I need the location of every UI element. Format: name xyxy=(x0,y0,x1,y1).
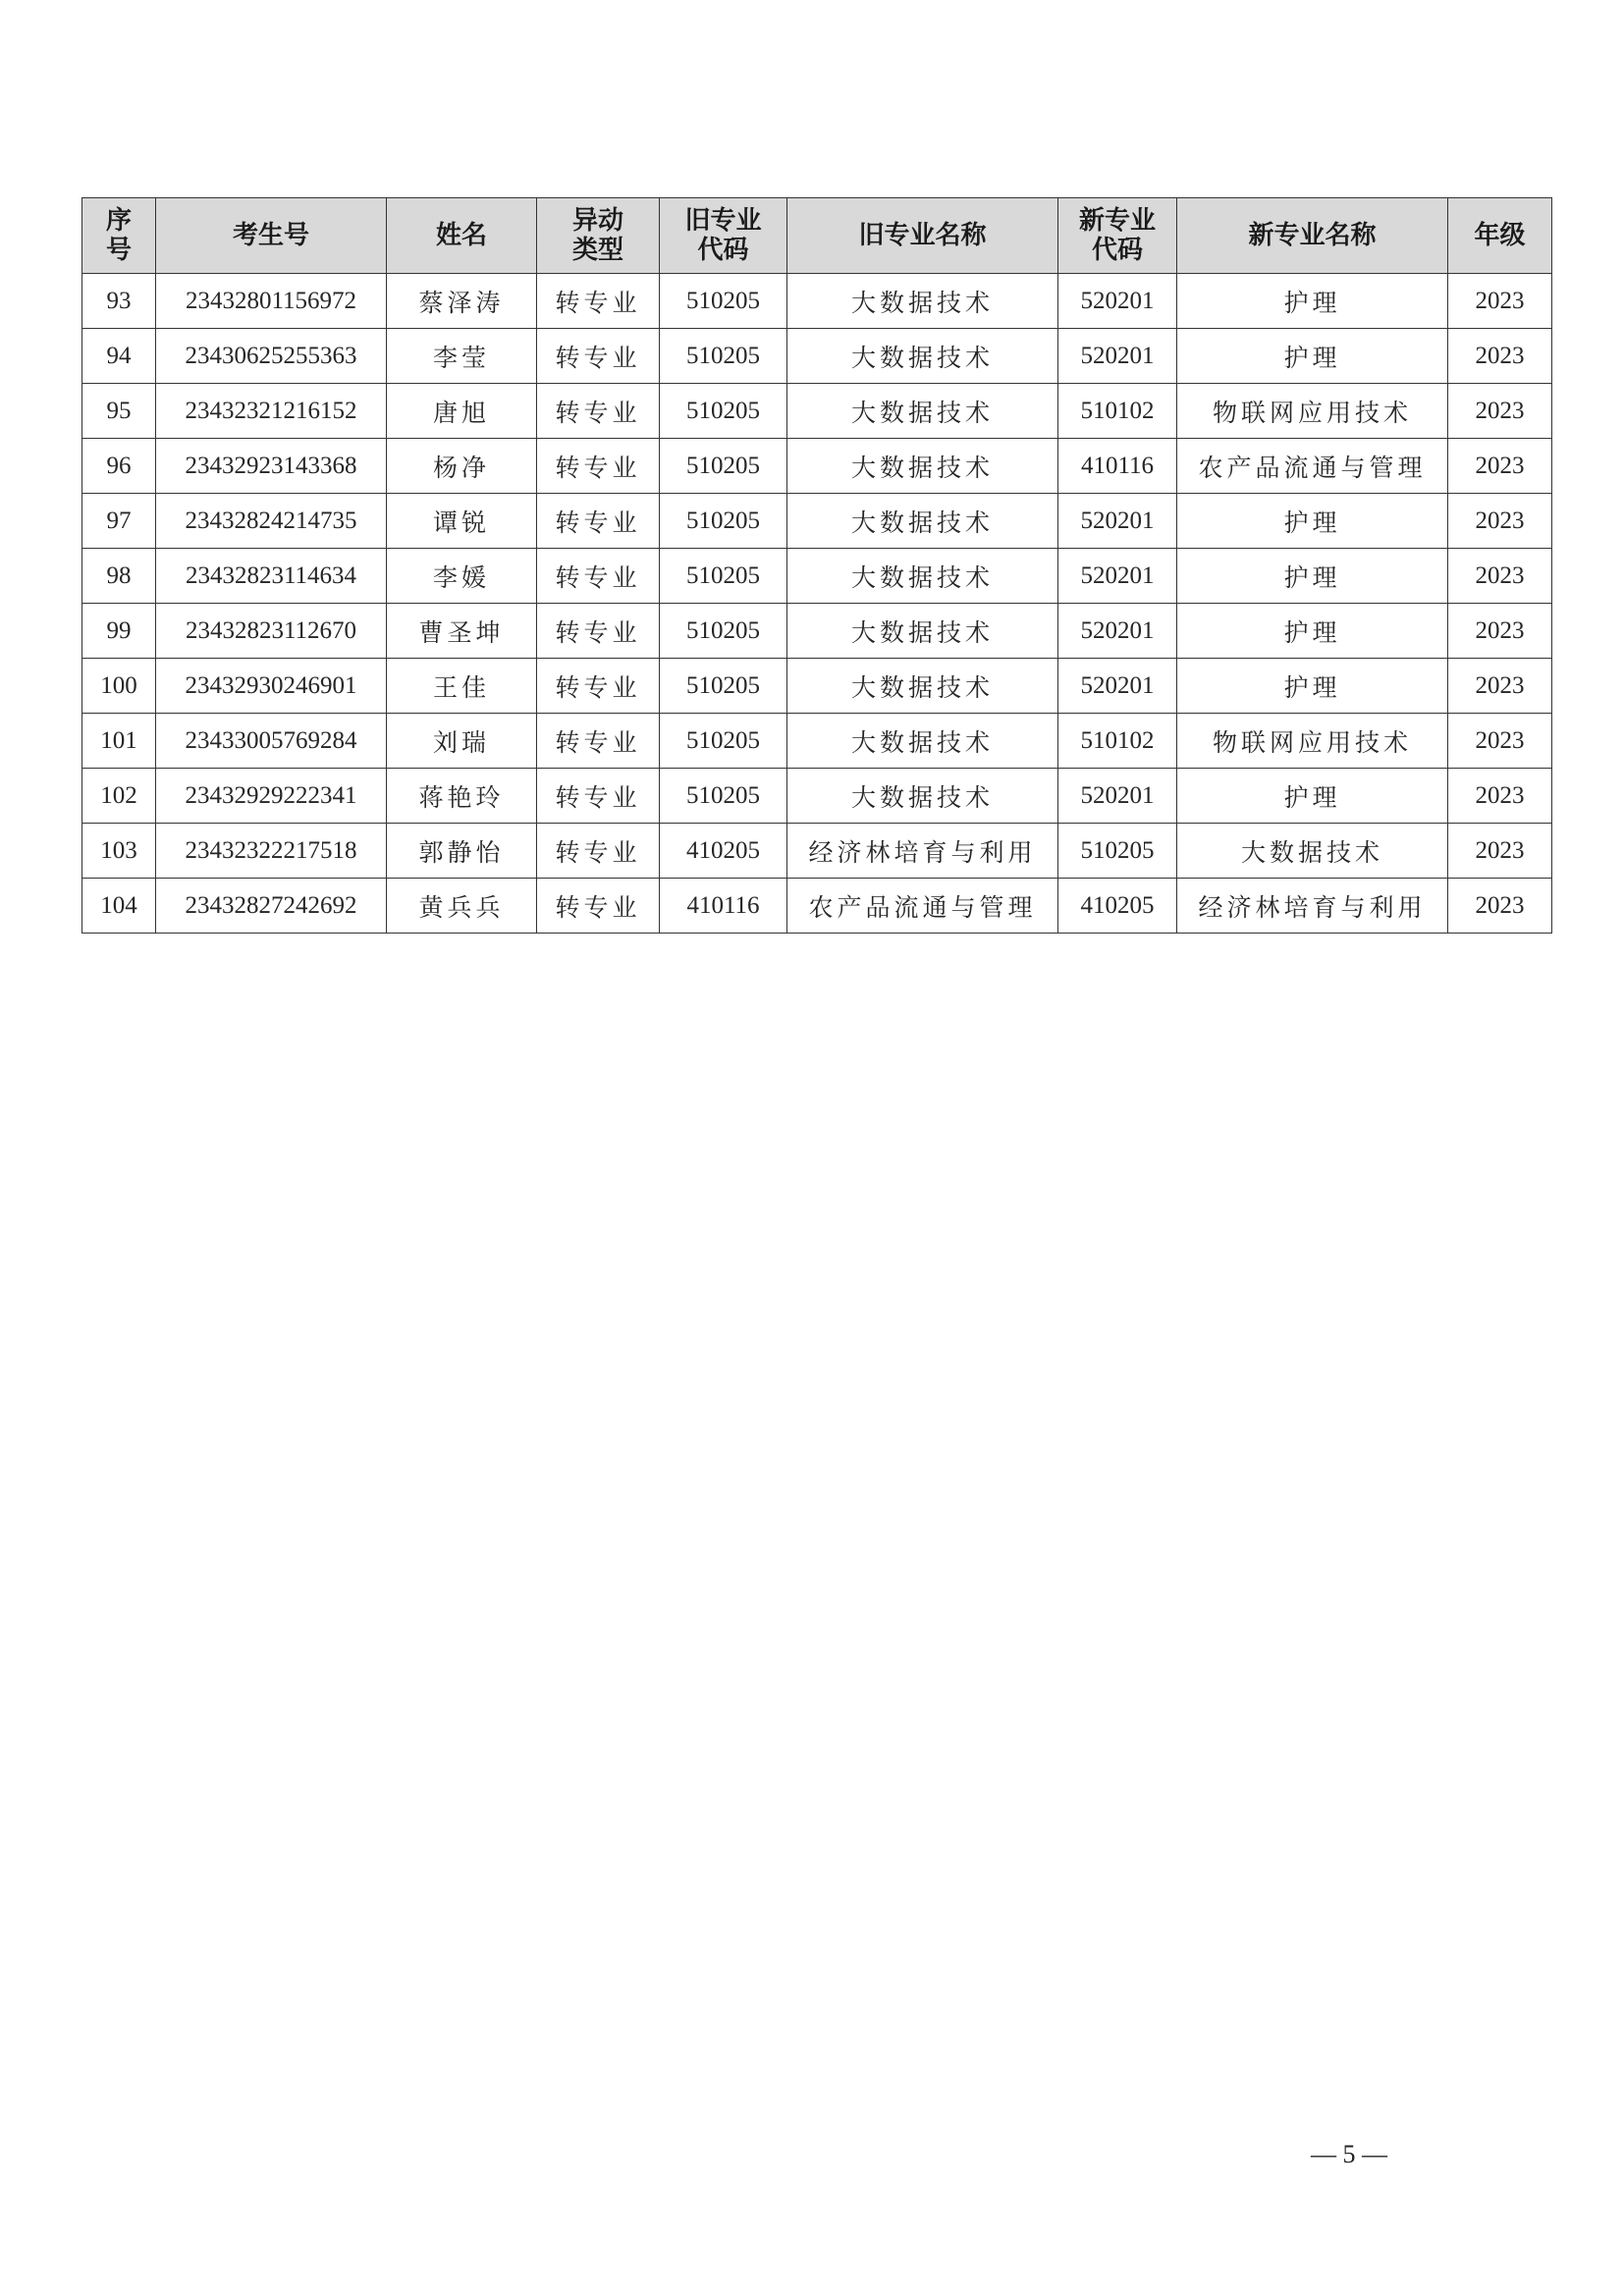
cell-student-name: 蔡泽涛 xyxy=(387,274,537,329)
header-change-type-line: 类型 xyxy=(571,236,623,265)
cell-exam-no: 23432823114634 xyxy=(156,549,387,604)
header-old-major-code-line: 代码 xyxy=(697,236,749,265)
cell-student-name: 李媛 xyxy=(387,549,537,604)
cell-change-type: 转专业 xyxy=(537,604,660,659)
table-row xyxy=(82,879,1552,934)
cell-change-type: 转专业 xyxy=(537,274,660,329)
cell-new-major-name: 护理 xyxy=(1177,274,1448,329)
header-change-type xyxy=(537,198,660,274)
table-row xyxy=(82,384,1552,439)
cell-exam-no: 23432827242692 xyxy=(156,879,387,934)
cell-exam-no: 23432322217518 xyxy=(156,824,387,879)
cell-exam-no: 23433005769284 xyxy=(156,714,387,769)
cell-old-major-name: 大数据技术 xyxy=(787,549,1058,604)
cell-old-major-code: 510205 xyxy=(660,714,787,769)
cell-old-major-code: 510205 xyxy=(660,384,787,439)
cell-new-major-code: 520201 xyxy=(1058,274,1177,329)
table-row xyxy=(82,659,1552,714)
cell-seq: 103 xyxy=(82,824,156,879)
cell-student-name: 郭静怡 xyxy=(387,824,537,879)
header-row xyxy=(82,198,1552,274)
cell-new-major-name: 大数据技术 xyxy=(1177,824,1448,879)
cell-seq: 94 xyxy=(82,329,156,384)
student-change-table xyxy=(81,197,1552,934)
cell-change-type: 转专业 xyxy=(537,549,660,604)
header-student-name-line: 姓名 xyxy=(435,221,487,250)
cell-student-name: 唐旭 xyxy=(387,384,537,439)
header-new-major-code-line: 新专业 xyxy=(1078,206,1156,236)
cell-old-major-code: 410205 xyxy=(660,824,787,879)
cell-student-name: 曹圣坤 xyxy=(387,604,537,659)
cell-old-major-name: 大数据技术 xyxy=(787,274,1058,329)
cell-new-major-code: 520201 xyxy=(1058,329,1177,384)
table-row xyxy=(82,329,1552,384)
cell-grade: 2023 xyxy=(1448,659,1552,714)
cell-exam-no: 23430625255363 xyxy=(156,329,387,384)
header-student-name xyxy=(387,198,537,274)
table-row xyxy=(82,769,1552,824)
table-row xyxy=(82,494,1552,549)
cell-old-major-code: 510205 xyxy=(660,604,787,659)
cell-seq: 98 xyxy=(82,549,156,604)
cell-old-major-code: 510205 xyxy=(660,329,787,384)
cell-change-type: 转专业 xyxy=(537,439,660,494)
header-seq xyxy=(82,198,156,274)
cell-new-major-code: 510102 xyxy=(1058,714,1177,769)
cell-student-name: 王佳 xyxy=(387,659,537,714)
cell-change-type: 转专业 xyxy=(537,384,660,439)
cell-old-major-code: 510205 xyxy=(660,659,787,714)
table-row xyxy=(82,714,1552,769)
cell-student-name: 杨净 xyxy=(387,439,537,494)
header-new-major-code-line: 代码 xyxy=(1091,236,1143,265)
header-grade-line: 年级 xyxy=(1474,221,1526,250)
cell-new-major-code: 410205 xyxy=(1058,879,1177,934)
cell-grade: 2023 xyxy=(1448,604,1552,659)
cell-grade: 2023 xyxy=(1448,714,1552,769)
cell-old-major-name: 农产品流通与管理 xyxy=(787,879,1058,934)
cell-student-name: 黄兵兵 xyxy=(387,879,537,934)
cell-grade: 2023 xyxy=(1448,329,1552,384)
header-old-major-name-line: 旧专业名称 xyxy=(858,221,987,250)
cell-grade: 2023 xyxy=(1448,494,1552,549)
cell-new-major-name: 护理 xyxy=(1177,659,1448,714)
cell-old-major-name: 大数据技术 xyxy=(787,384,1058,439)
cell-grade: 2023 xyxy=(1448,384,1552,439)
cell-exam-no: 23432930246901 xyxy=(156,659,387,714)
cell-new-major-name: 农产品流通与管理 xyxy=(1177,439,1448,494)
cell-old-major-name: 大数据技术 xyxy=(787,714,1058,769)
cell-student-name: 蒋艳玲 xyxy=(387,769,537,824)
cell-seq: 93 xyxy=(82,274,156,329)
cell-exam-no: 23432929222341 xyxy=(156,769,387,824)
cell-seq: 95 xyxy=(82,384,156,439)
cell-new-major-name: 护理 xyxy=(1177,769,1448,824)
cell-exam-no: 23432801156972 xyxy=(156,274,387,329)
cell-old-major-name: 大数据技术 xyxy=(787,604,1058,659)
header-seq-line: 号 xyxy=(105,236,132,265)
cell-old-major-name: 大数据技术 xyxy=(787,769,1058,824)
cell-new-major-code: 510205 xyxy=(1058,824,1177,879)
cell-change-type: 转专业 xyxy=(537,879,660,934)
cell-change-type: 转专业 xyxy=(537,824,660,879)
cell-new-major-code: 410116 xyxy=(1058,439,1177,494)
cell-change-type: 转专业 xyxy=(537,769,660,824)
cell-seq: 97 xyxy=(82,494,156,549)
cell-old-major-code: 510205 xyxy=(660,549,787,604)
cell-change-type: 转专业 xyxy=(537,329,660,384)
table-row xyxy=(82,824,1552,879)
cell-new-major-name: 物联网应用技术 xyxy=(1177,714,1448,769)
cell-exam-no: 23432824214735 xyxy=(156,494,387,549)
cell-student-name: 李莹 xyxy=(387,329,537,384)
cell-new-major-code: 520201 xyxy=(1058,659,1177,714)
cell-grade: 2023 xyxy=(1448,879,1552,934)
table-row xyxy=(82,439,1552,494)
cell-new-major-code: 520201 xyxy=(1058,494,1177,549)
cell-student-name: 刘瑞 xyxy=(387,714,537,769)
cell-seq: 101 xyxy=(82,714,156,769)
cell-exam-no: 23432923143368 xyxy=(156,439,387,494)
cell-new-major-code: 520201 xyxy=(1058,769,1177,824)
cell-grade: 2023 xyxy=(1448,769,1552,824)
cell-old-major-code: 510205 xyxy=(660,274,787,329)
cell-grade: 2023 xyxy=(1448,824,1552,879)
header-change-type-line: 异动 xyxy=(571,206,623,236)
cell-new-major-name: 护理 xyxy=(1177,604,1448,659)
cell-seq: 102 xyxy=(82,769,156,824)
cell-new-major-name: 护理 xyxy=(1177,549,1448,604)
table-row xyxy=(82,604,1552,659)
cell-new-major-code: 510102 xyxy=(1058,384,1177,439)
cell-new-major-code: 520201 xyxy=(1058,549,1177,604)
cell-change-type: 转专业 xyxy=(537,659,660,714)
cell-old-major-code: 510205 xyxy=(660,769,787,824)
header-new-major-name-line: 新专业名称 xyxy=(1248,221,1377,250)
cell-old-major-name: 大数据技术 xyxy=(787,329,1058,384)
cell-change-type: 转专业 xyxy=(537,714,660,769)
cell-seq: 100 xyxy=(82,659,156,714)
cell-exam-no: 23432321216152 xyxy=(156,384,387,439)
header-exam-no xyxy=(156,198,387,274)
header-old-major-code-line: 旧专业 xyxy=(684,206,762,236)
cell-old-major-name: 大数据技术 xyxy=(787,494,1058,549)
cell-old-major-name: 大数据技术 xyxy=(787,439,1058,494)
cell-seq: 96 xyxy=(82,439,156,494)
page-number: — 5 — xyxy=(1311,2140,1387,2168)
cell-new-major-name: 护理 xyxy=(1177,494,1448,549)
cell-old-major-name: 大数据技术 xyxy=(787,659,1058,714)
cell-grade: 2023 xyxy=(1448,549,1552,604)
cell-old-major-code: 510205 xyxy=(660,439,787,494)
table-row xyxy=(82,274,1552,329)
cell-new-major-name: 物联网应用技术 xyxy=(1177,384,1448,439)
cell-new-major-name: 经济林培育与利用 xyxy=(1177,879,1448,934)
cell-grade: 2023 xyxy=(1448,274,1552,329)
header-seq-line: 序 xyxy=(105,206,132,236)
cell-old-major-code: 510205 xyxy=(660,494,787,549)
cell-new-major-name: 护理 xyxy=(1177,329,1448,384)
cell-seq: 99 xyxy=(82,604,156,659)
header-exam-no-line: 考生号 xyxy=(232,221,309,250)
cell-new-major-code: 520201 xyxy=(1058,604,1177,659)
table-body xyxy=(82,274,1552,934)
cell-exam-no: 23432823112670 xyxy=(156,604,387,659)
document-page xyxy=(81,197,1551,934)
header-new-major-code xyxy=(1058,198,1177,274)
header-grade xyxy=(1448,198,1552,274)
header-old-major-code xyxy=(660,198,787,274)
header-new-major-name xyxy=(1177,198,1448,274)
header-old-major-name xyxy=(787,198,1058,274)
cell-seq: 104 xyxy=(82,879,156,934)
cell-grade: 2023 xyxy=(1448,439,1552,494)
table-header xyxy=(82,198,1552,274)
cell-old-major-name: 经济林培育与利用 xyxy=(787,824,1058,879)
cell-student-name: 谭锐 xyxy=(387,494,537,549)
cell-change-type: 转专业 xyxy=(537,494,660,549)
cell-old-major-code: 410116 xyxy=(660,879,787,934)
table-row xyxy=(82,549,1552,604)
